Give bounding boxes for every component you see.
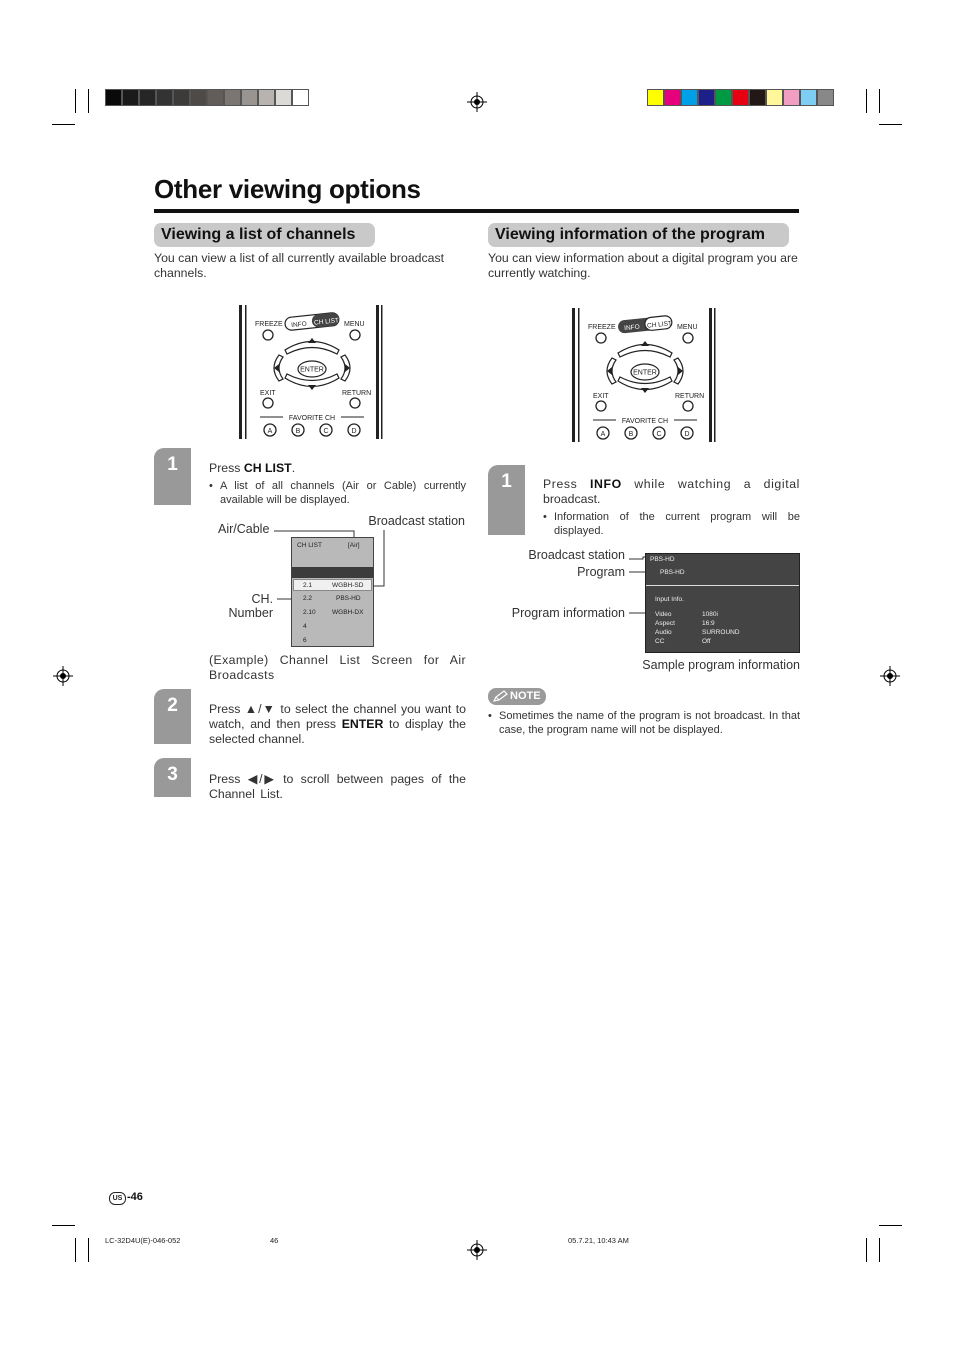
calibration-swatch bbox=[715, 89, 732, 106]
section-heading-channel-list: Viewing a list of channels bbox=[154, 223, 375, 247]
calibration-swatch bbox=[800, 89, 817, 106]
remote-info-label: INFO bbox=[290, 320, 308, 330]
step-marker: 1 bbox=[154, 448, 191, 505]
registration-mark-icon bbox=[467, 1240, 487, 1260]
step1-info-instruction: Press INFO while watching a digital bbox=[543, 477, 800, 491]
remote-favorite-label: FAVORITE CH bbox=[288, 415, 336, 422]
calibration-swatch bbox=[105, 89, 122, 106]
remote-menu-label: MENU bbox=[344, 321, 365, 328]
step2-instruction: Press ▲/▼ to select the channel you want to watch, and then press ENTER to display the selected channel. bbox=[209, 702, 466, 746]
screen-mode: [Air] bbox=[348, 542, 360, 549]
calibration-swatch bbox=[647, 89, 664, 106]
key-ch-list: CH LIST bbox=[243, 461, 292, 475]
program-info-screen bbox=[645, 553, 800, 653]
calibration-swatch bbox=[207, 89, 224, 106]
step-marker: 1 bbox=[488, 465, 525, 535]
remote-chlist-label: CH LIST bbox=[646, 320, 673, 330]
calibration-swatch bbox=[275, 89, 292, 106]
pencil-icon bbox=[493, 690, 509, 703]
remote-exit-label: EXIT bbox=[260, 390, 276, 397]
grayscale-calibration-bar bbox=[105, 89, 309, 106]
calibration-swatch bbox=[122, 89, 139, 106]
broadcast-station-label: Broadcast station bbox=[368, 514, 465, 528]
key-info: INFO bbox=[589, 477, 622, 491]
title-rule bbox=[154, 209, 799, 213]
calibration-swatch bbox=[766, 89, 783, 106]
screen-divider bbox=[646, 585, 799, 586]
step1-info-bullet: • Information of the current program will be displayed. bbox=[543, 511, 800, 537]
step1-instruction: Press CH LIST. bbox=[209, 461, 296, 475]
remote-menu-label: MENU bbox=[677, 324, 698, 331]
remote-c-label: C bbox=[323, 428, 329, 435]
program-info-caption: Sample program information bbox=[642, 658, 800, 672]
channel-number: 6 bbox=[303, 637, 307, 644]
note-text: • Sometimes the name of the program is not broadcast. In that case, the program name will not be displayed. bbox=[488, 710, 800, 736]
channel-number: 4 bbox=[303, 623, 307, 630]
page-number: -46 bbox=[127, 1191, 143, 1203]
broadcast-station-label: Broadcast station bbox=[528, 548, 625, 562]
step3-instruction: Press ◀/▶ to scroll between pages of the Channel List. bbox=[209, 772, 466, 801]
remote-d-label: D bbox=[351, 428, 357, 435]
remote-chlist-label: CH LIST bbox=[313, 317, 340, 327]
footer-file: LC-32D4U(E)-046-052 bbox=[105, 1236, 181, 1245]
field-key: CC bbox=[655, 638, 665, 645]
field-key: Aspect bbox=[655, 620, 675, 627]
page-title: Other viewing options bbox=[154, 174, 421, 204]
calibration-swatch bbox=[783, 89, 800, 106]
remote-enter-label: ENTER bbox=[300, 366, 324, 374]
calibration-swatch bbox=[139, 89, 156, 106]
program-label: Program bbox=[577, 565, 625, 579]
field-value: 1080i bbox=[702, 611, 718, 618]
air-cable-label: Air/Cable bbox=[218, 522, 270, 536]
calibration-swatch bbox=[817, 89, 834, 106]
screen-title: CH LIST bbox=[297, 542, 322, 549]
ch-number-label-1: CH. bbox=[251, 592, 273, 606]
remote-exit-label: EXIT bbox=[593, 393, 609, 400]
calibration-swatch bbox=[292, 89, 309, 106]
remote-freeze-label: FREEZE bbox=[588, 324, 616, 331]
calibration-swatch bbox=[698, 89, 715, 106]
remote-info-label: INFO bbox=[623, 323, 641, 333]
station-value: PBS-HD bbox=[650, 556, 675, 563]
channel-number: 2.1 bbox=[303, 582, 313, 589]
remote-b-label: B bbox=[628, 431, 634, 438]
calibration-swatch bbox=[190, 89, 207, 106]
screen-dark-bar bbox=[292, 567, 373, 578]
step1-bullet: • A list of all channels (Air or Cable) currently available will be displayed. bbox=[209, 480, 466, 506]
remote-a-label: A bbox=[267, 428, 273, 435]
field-key: Audio bbox=[655, 629, 672, 636]
calibration-swatch bbox=[681, 89, 698, 106]
calibration-swatch bbox=[732, 89, 749, 106]
calibration-swatch bbox=[241, 89, 258, 106]
program-value: PBS-HD bbox=[660, 569, 685, 576]
field-value: Off bbox=[702, 638, 711, 645]
step-marker: 2 bbox=[154, 689, 191, 744]
remote-return-label: RETURN bbox=[342, 390, 372, 397]
note-label: NOTE bbox=[510, 690, 541, 702]
remote-control-illustration bbox=[568, 308, 720, 444]
input-info-label: Input Info. bbox=[655, 596, 684, 603]
note-badge bbox=[488, 688, 546, 705]
calibration-swatch bbox=[173, 89, 190, 106]
channel-list-intro: You can view a list of all currently available broadcast channels. bbox=[154, 251, 445, 280]
calibration-swatch bbox=[258, 89, 275, 106]
key-enter: ENTER bbox=[341, 717, 384, 731]
field-value: SURROUND bbox=[702, 629, 740, 636]
remote-control-illustration bbox=[235, 305, 387, 441]
channel-list-caption: (Example) Channel List Screen for Air Broadcasts bbox=[209, 653, 466, 682]
remote-freeze-label: FREEZE bbox=[255, 321, 283, 328]
calibration-swatch bbox=[224, 89, 241, 106]
program-information-label: Program information bbox=[511, 606, 625, 620]
calibration-swatch bbox=[156, 89, 173, 106]
footer-timestamp: 05.7.21, 10:43 AM bbox=[568, 1236, 629, 1245]
channel-station: PBS-HD bbox=[336, 595, 361, 602]
field-value: 16:9 bbox=[702, 620, 715, 627]
channel-number: 2.10 bbox=[303, 609, 316, 616]
registration-mark-icon bbox=[53, 666, 73, 686]
step1-info-instruction-line2: broadcast. bbox=[543, 492, 601, 506]
program-info-intro: You can view information about a digital program you are currently watching. bbox=[488, 251, 798, 280]
ch-number-label-2: Number bbox=[228, 606, 273, 620]
step-marker: 3 bbox=[154, 758, 191, 797]
registration-mark-icon bbox=[467, 92, 487, 112]
remote-a-label: A bbox=[600, 431, 606, 438]
registration-mark-icon bbox=[880, 666, 900, 686]
remote-favorite-label: FAVORITE CH bbox=[621, 418, 669, 425]
remote-enter-label: ENTER bbox=[633, 369, 657, 377]
calibration-swatch bbox=[749, 89, 766, 106]
channel-number: 2.2 bbox=[303, 595, 313, 602]
calibration-swatch bbox=[664, 89, 681, 106]
field-key: Video bbox=[655, 611, 672, 618]
channel-station: WGBH-DX bbox=[332, 609, 364, 616]
remote-b-label: B bbox=[295, 428, 301, 435]
channel-station: WGBH-SD bbox=[332, 582, 364, 589]
remote-c-label: C bbox=[656, 431, 662, 438]
channel-list-screen bbox=[291, 537, 374, 647]
color-calibration-bar bbox=[647, 89, 834, 106]
region-badge: US bbox=[109, 1192, 126, 1205]
section-heading-program-info: Viewing information of the program bbox=[488, 223, 789, 247]
remote-d-label: D bbox=[684, 431, 690, 438]
footer-sheet: 46 bbox=[270, 1236, 279, 1245]
remote-return-label: RETURN bbox=[675, 393, 705, 400]
